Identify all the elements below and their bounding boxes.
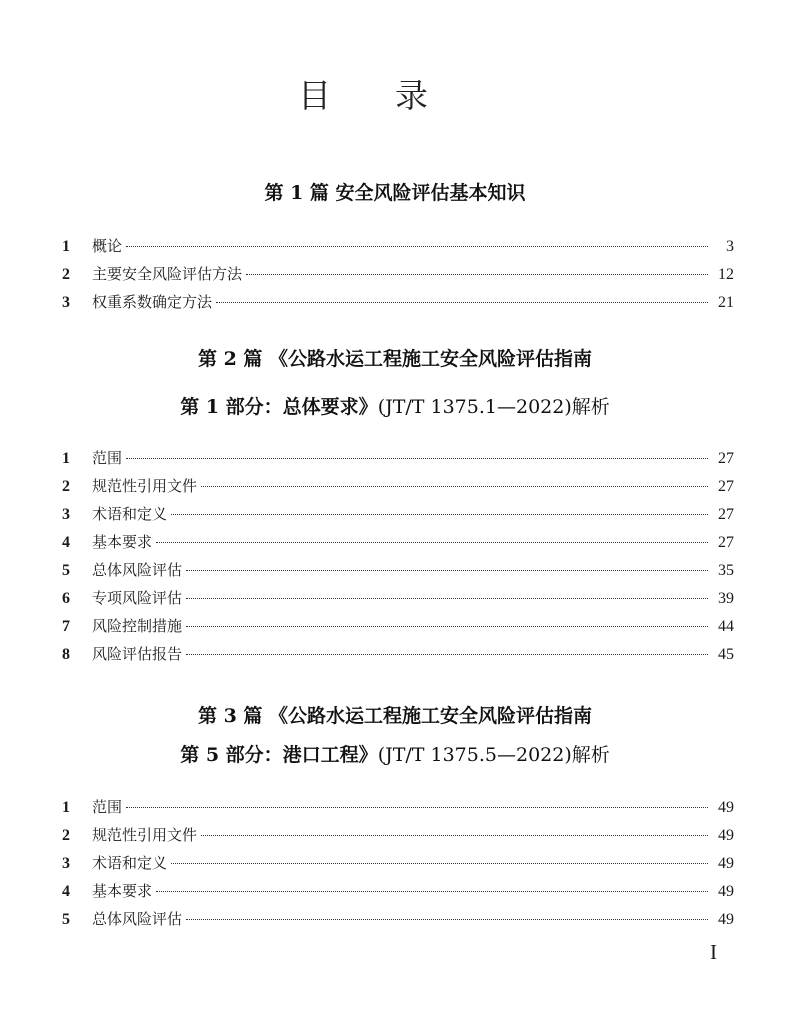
toc-entry-page: 35 <box>718 562 734 579</box>
part-3-subtitle <box>0 740 790 767</box>
toc-entry-number: 5 <box>62 562 70 579</box>
toc-entry-number: 2 <box>62 478 70 495</box>
toc-entry[interactable] <box>62 235 734 263</box>
toc-entry-number: 1 <box>62 799 70 816</box>
toc-leader-dots <box>186 626 708 627</box>
part-3-title-line-2: 第 5 部分：港口工程》 <box>180 744 378 766</box>
toc-entry[interactable] <box>62 615 734 643</box>
toc-entry-label: 专项风险评估 <box>92 589 183 607</box>
toc-entry-number: 8 <box>62 646 70 663</box>
toc-entry-page: 49 <box>718 911 734 928</box>
toc-entry-label: 范围 <box>92 798 123 816</box>
toc-leader-dots <box>126 458 708 459</box>
toc-leader-dots <box>156 542 708 543</box>
toc-entry-label: 权重系数确定方法 <box>92 293 213 311</box>
toc-entry-number: 1 <box>62 238 70 255</box>
toc-entry-label: 概论 <box>92 237 123 255</box>
toc-leader-dots <box>186 654 708 655</box>
toc-entry-page: 49 <box>718 827 734 844</box>
toc-leader-dots <box>201 835 708 836</box>
toc-entry[interactable] <box>62 908 734 936</box>
toc-entry-label: 总体风险评估 <box>92 561 183 579</box>
toc-entry-label: 风险评估报告 <box>92 645 183 663</box>
part-2-title-line-2: 第 1 部分：总体要求》 <box>180 396 378 418</box>
toc-leader-dots <box>186 919 708 920</box>
toc-entry-number: 3 <box>62 855 70 872</box>
toc-entry-number: 4 <box>62 883 70 900</box>
toc-entry[interactable] <box>62 475 734 503</box>
toc-entry-label: 基本要求 <box>92 882 153 900</box>
toc-entry[interactable] <box>62 643 734 671</box>
toc-entry-page: 49 <box>718 883 734 900</box>
toc-leader-dots <box>171 514 708 515</box>
toc-entry[interactable] <box>62 880 734 908</box>
toc-entry-label: 主要安全风险评估方法 <box>92 265 243 283</box>
toc-entry-page: 12 <box>718 266 734 283</box>
toc-entry-number: 4 <box>62 534 70 551</box>
toc-entry-number: 6 <box>62 590 70 607</box>
toc-entry-page: 49 <box>718 855 734 872</box>
part-2-title-line-1: 第 2 篇 《公路水运工程施工安全风险评估指南 <box>197 348 593 370</box>
toc-entry-label: 风险控制措施 <box>92 617 183 635</box>
toc-leader-dots <box>126 807 708 808</box>
toc-leader-dots <box>171 863 708 864</box>
toc-leader-dots <box>186 570 708 571</box>
toc-entry[interactable] <box>62 559 734 587</box>
part-1-title-line-1: 第 1 篇 安全风险评估基本知识 <box>264 182 526 204</box>
toc-entry-number: 2 <box>62 266 70 283</box>
part-3-title <box>0 701 790 728</box>
toc-entry-label: 术语和定义 <box>92 505 168 523</box>
toc-leader-dots <box>216 302 708 303</box>
toc-leader-dots <box>156 891 708 892</box>
page-folio: I <box>710 940 717 964</box>
toc-entry-page: 27 <box>718 534 734 551</box>
part-1-toc <box>62 235 734 319</box>
toc-entry[interactable] <box>62 587 734 615</box>
part-2-toc <box>62 447 734 671</box>
toc-leader-dots <box>126 246 708 247</box>
part-3-toc <box>62 796 734 936</box>
toc-entry[interactable] <box>62 796 734 824</box>
toc-entry-page: 21 <box>718 294 734 311</box>
toc-entry-number: 3 <box>62 294 70 311</box>
part-1-title <box>0 178 790 205</box>
toc-entry[interactable] <box>62 824 734 852</box>
toc-leader-dots <box>186 598 708 599</box>
toc-entry-page: 49 <box>718 799 734 816</box>
toc-entry[interactable] <box>62 263 734 291</box>
toc-entry-number: 3 <box>62 506 70 523</box>
toc-entry-label: 规范性引用文件 <box>92 826 198 844</box>
toc-entry[interactable] <box>62 447 734 475</box>
toc-entry-page: 45 <box>718 646 734 663</box>
toc-entry-label: 术语和定义 <box>92 854 168 872</box>
toc-entry-page: 3 <box>726 238 734 255</box>
toc-leader-dots <box>246 274 708 275</box>
toc-entry[interactable] <box>62 503 734 531</box>
toc-entry-page: 39 <box>718 590 734 607</box>
toc-entry-label: 总体风险评估 <box>92 910 183 928</box>
toc-entry-page: 27 <box>718 450 734 467</box>
toc-entry-label: 基本要求 <box>92 533 153 551</box>
toc-entry-label: 规范性引用文件 <box>92 477 198 495</box>
toc-entry-number: 2 <box>62 827 70 844</box>
toc-entry-label: 范围 <box>92 449 123 467</box>
toc-entry[interactable] <box>62 852 734 880</box>
part-3-title-line-1: 第 3 篇 《公路水运工程施工安全风险评估指南 <box>197 705 593 727</box>
toc-entry-page: 44 <box>718 618 734 635</box>
toc-entry-number: 7 <box>62 618 70 635</box>
part-2-standard-code: (JT/T 1375.1—2022)解析 <box>377 396 610 418</box>
toc-entry[interactable] <box>62 291 734 319</box>
toc-entry[interactable] <box>62 531 734 559</box>
part-2-subtitle <box>0 392 790 419</box>
part-3-standard-code: (JT/T 1375.5—2022)解析 <box>377 744 610 766</box>
toc-leader-dots <box>201 486 708 487</box>
toc-entry-number: 1 <box>62 450 70 467</box>
toc-entry-page: 27 <box>718 478 734 495</box>
toc-entry-number: 5 <box>62 911 70 928</box>
toc-entry-page: 27 <box>718 506 734 523</box>
page-title: 目录 <box>298 76 492 115</box>
part-2-title <box>0 344 790 371</box>
